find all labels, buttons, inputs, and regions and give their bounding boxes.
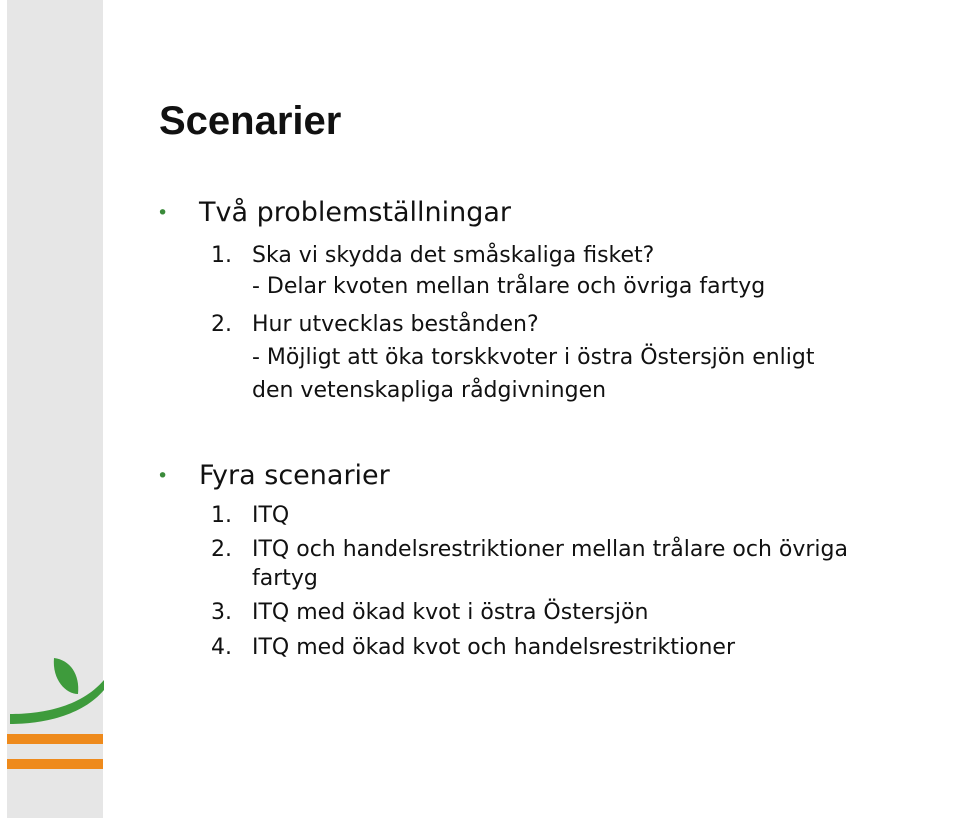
list-item-text: ITQ — [252, 503, 290, 528]
list-item-text: fartyg — [252, 566, 318, 591]
list-item-detail: - Delar kvoten mellan trålare och övriga fartyg — [252, 274, 766, 299]
section-heading-problems: Två problemställningar — [199, 197, 512, 228]
list-item-number: 1. — [211, 503, 232, 528]
list-item-number: 1. — [211, 243, 232, 268]
list-item-text: Hur utvecklas bestånden? — [252, 312, 539, 337]
bullet-icon: • — [157, 202, 169, 224]
list-item-number: 2. — [211, 537, 232, 562]
list-item-detail: - Möjligt att öka torskkvoter i östra Östersjön enligt — [252, 345, 815, 370]
list-item-number: 2. — [211, 312, 232, 337]
list-item-text: ITQ med ökad kvot i östra Östersjön — [252, 600, 649, 625]
list-item-number: 3. — [211, 600, 232, 625]
bullet-icon: • — [157, 465, 169, 487]
logo-leaf-icon — [0, 650, 110, 780]
list-item-number: 4. — [211, 635, 232, 660]
list-item-detail: den vetenskapliga rådgivningen — [252, 378, 607, 403]
list-item-text: ITQ och handelsrestriktioner mellan trålare och övriga — [252, 537, 848, 562]
list-item-text: Ska vi skydda det småskaliga fisket? — [252, 243, 655, 268]
list-item-text: ITQ med ökad kvot och handelsrestriktioner — [252, 635, 735, 660]
page-title: Scenarier — [159, 99, 342, 143]
section-heading-scenarios: Fyra scenarier — [199, 460, 390, 491]
